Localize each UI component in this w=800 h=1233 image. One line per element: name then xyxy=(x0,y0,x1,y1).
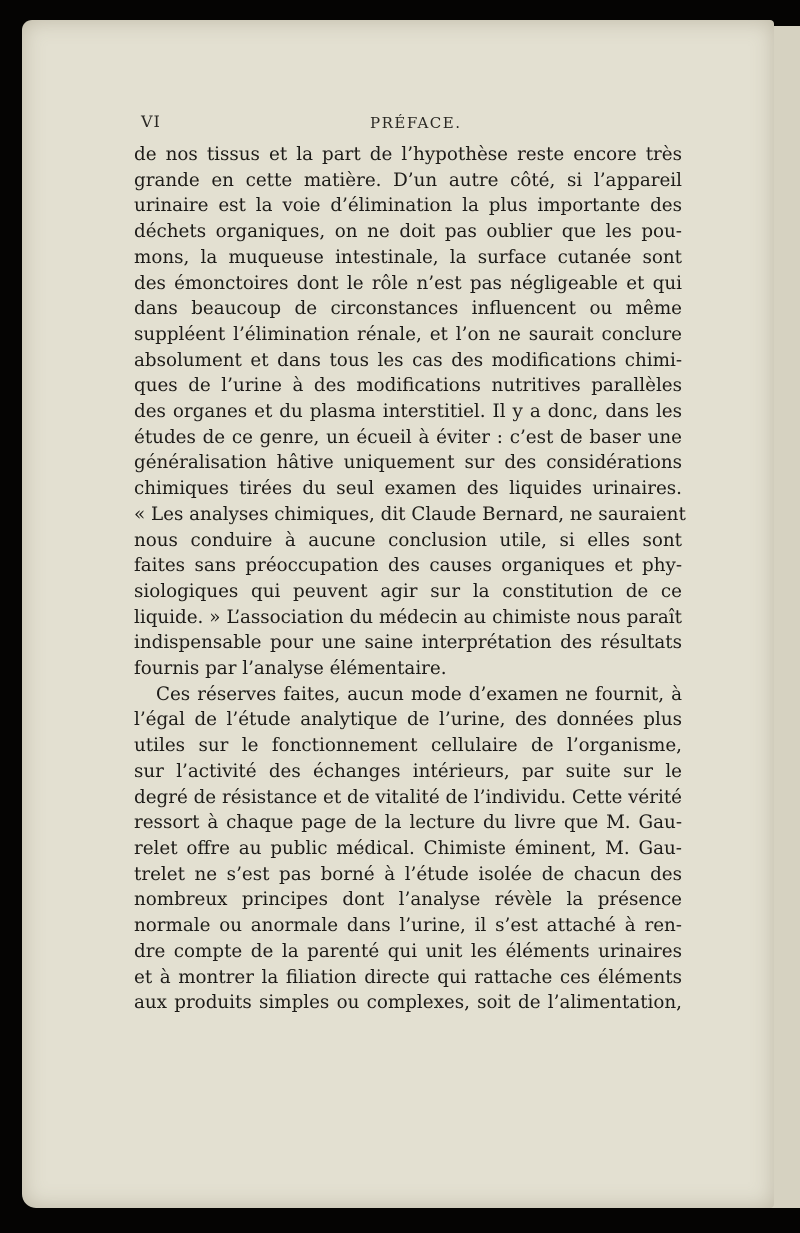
text-line: ressort à chaque page de la lecture du livre que M. Gau- xyxy=(134,812,682,834)
paragraph-end-line: fournis par l’analyse élémentaire. xyxy=(134,658,447,680)
text-line: degré de résistance et de vitalité de l’individu. Cette vérité xyxy=(134,786,682,808)
text-line: de nos tissus et la part de l’hypothèse reste encore très xyxy=(134,144,682,165)
text-line: relet offre au public médical. Chimiste éminent, M. Gau- xyxy=(134,837,682,859)
running-title: PRÉFACE. xyxy=(370,114,462,132)
text-line: l’égal de l’étude analytique de l’urine, des données plus xyxy=(134,709,682,731)
text-line: indispensable pour une saine interprétation des résultats xyxy=(134,632,682,654)
text-line: nombreux principes dont l’analyse révèle la présence xyxy=(134,889,682,911)
text-line: faites sans préoccupation des causes organiques et phy- xyxy=(134,555,682,577)
page-number: VI xyxy=(141,112,161,131)
text-line: suppléent l’élimination rénale, et l’on ne saurait conclure xyxy=(134,323,682,345)
text-line: trelet ne s’est pas borné à l’étude isolée de chacun des xyxy=(134,863,682,885)
text-line: ques de l’urine à des modifications nutritives parallèles xyxy=(134,375,682,397)
page-header xyxy=(0,112,800,142)
text-line: et à montrer la filiation directe qui rattache ces éléments xyxy=(134,966,682,988)
text-line: sur l’activité des échanges intérieurs, par suite sur le xyxy=(134,760,682,782)
text-line: liquide. » L’association du médecin au chimiste nous paraît xyxy=(134,606,682,628)
text-line: « Les analyses chimiques, dit Claude Bernard, ne sauraient xyxy=(134,503,686,525)
text-line: mons, la muqueuse intestinale, la surface cutanée sont xyxy=(134,246,682,268)
text-line: des organes et du plasma interstitiel. Il y a donc, dans les xyxy=(134,401,682,423)
text-line: généralisation hâtive uniquement sur des considérations xyxy=(134,452,682,474)
text-line: chimiques tirées du seul examen des liquides urinaires. xyxy=(134,478,682,500)
text-line: siologiques qui peuvent agir sur la constitution de ce xyxy=(134,580,682,602)
text-line: utiles sur le fonctionnement cellulaire de l’organisme, xyxy=(134,735,682,757)
text-line: déchets organiques, on ne doit pas oublier que les pou- xyxy=(134,221,682,243)
text-line: études de ce genre, un écueil à éviter : c’est de baser une xyxy=(134,426,682,448)
text-line: absolument et dans tous les cas des modifications chimi- xyxy=(134,349,682,371)
text-line: nous conduire à aucune conclusion utile, si elles sont xyxy=(134,529,682,551)
text-line: urinaire est la voie d’élimination la plus importante des xyxy=(134,195,682,217)
paragraph-start-line: Ces réserves faites, aucun mode d’examen ne fournit, à xyxy=(156,683,682,705)
text-line: dre compte de la parenté qui unit les éléments urinaires xyxy=(134,940,682,962)
text-line: grande en cette matière. D’un autre côté, si l’appareil xyxy=(134,169,682,191)
text-line: normale ou anormale dans l’urine, il s’est attaché à ren- xyxy=(134,915,682,937)
text-line: aux produits simples ou complexes, soit de l’alimentation, xyxy=(134,992,682,1014)
text-line: dans beaucoup de circonstances influencent ou même xyxy=(134,298,682,320)
body-text xyxy=(134,142,686,1016)
text-line: des émonctoires dont le rôle n’est pas négligeable et qui xyxy=(134,272,682,294)
